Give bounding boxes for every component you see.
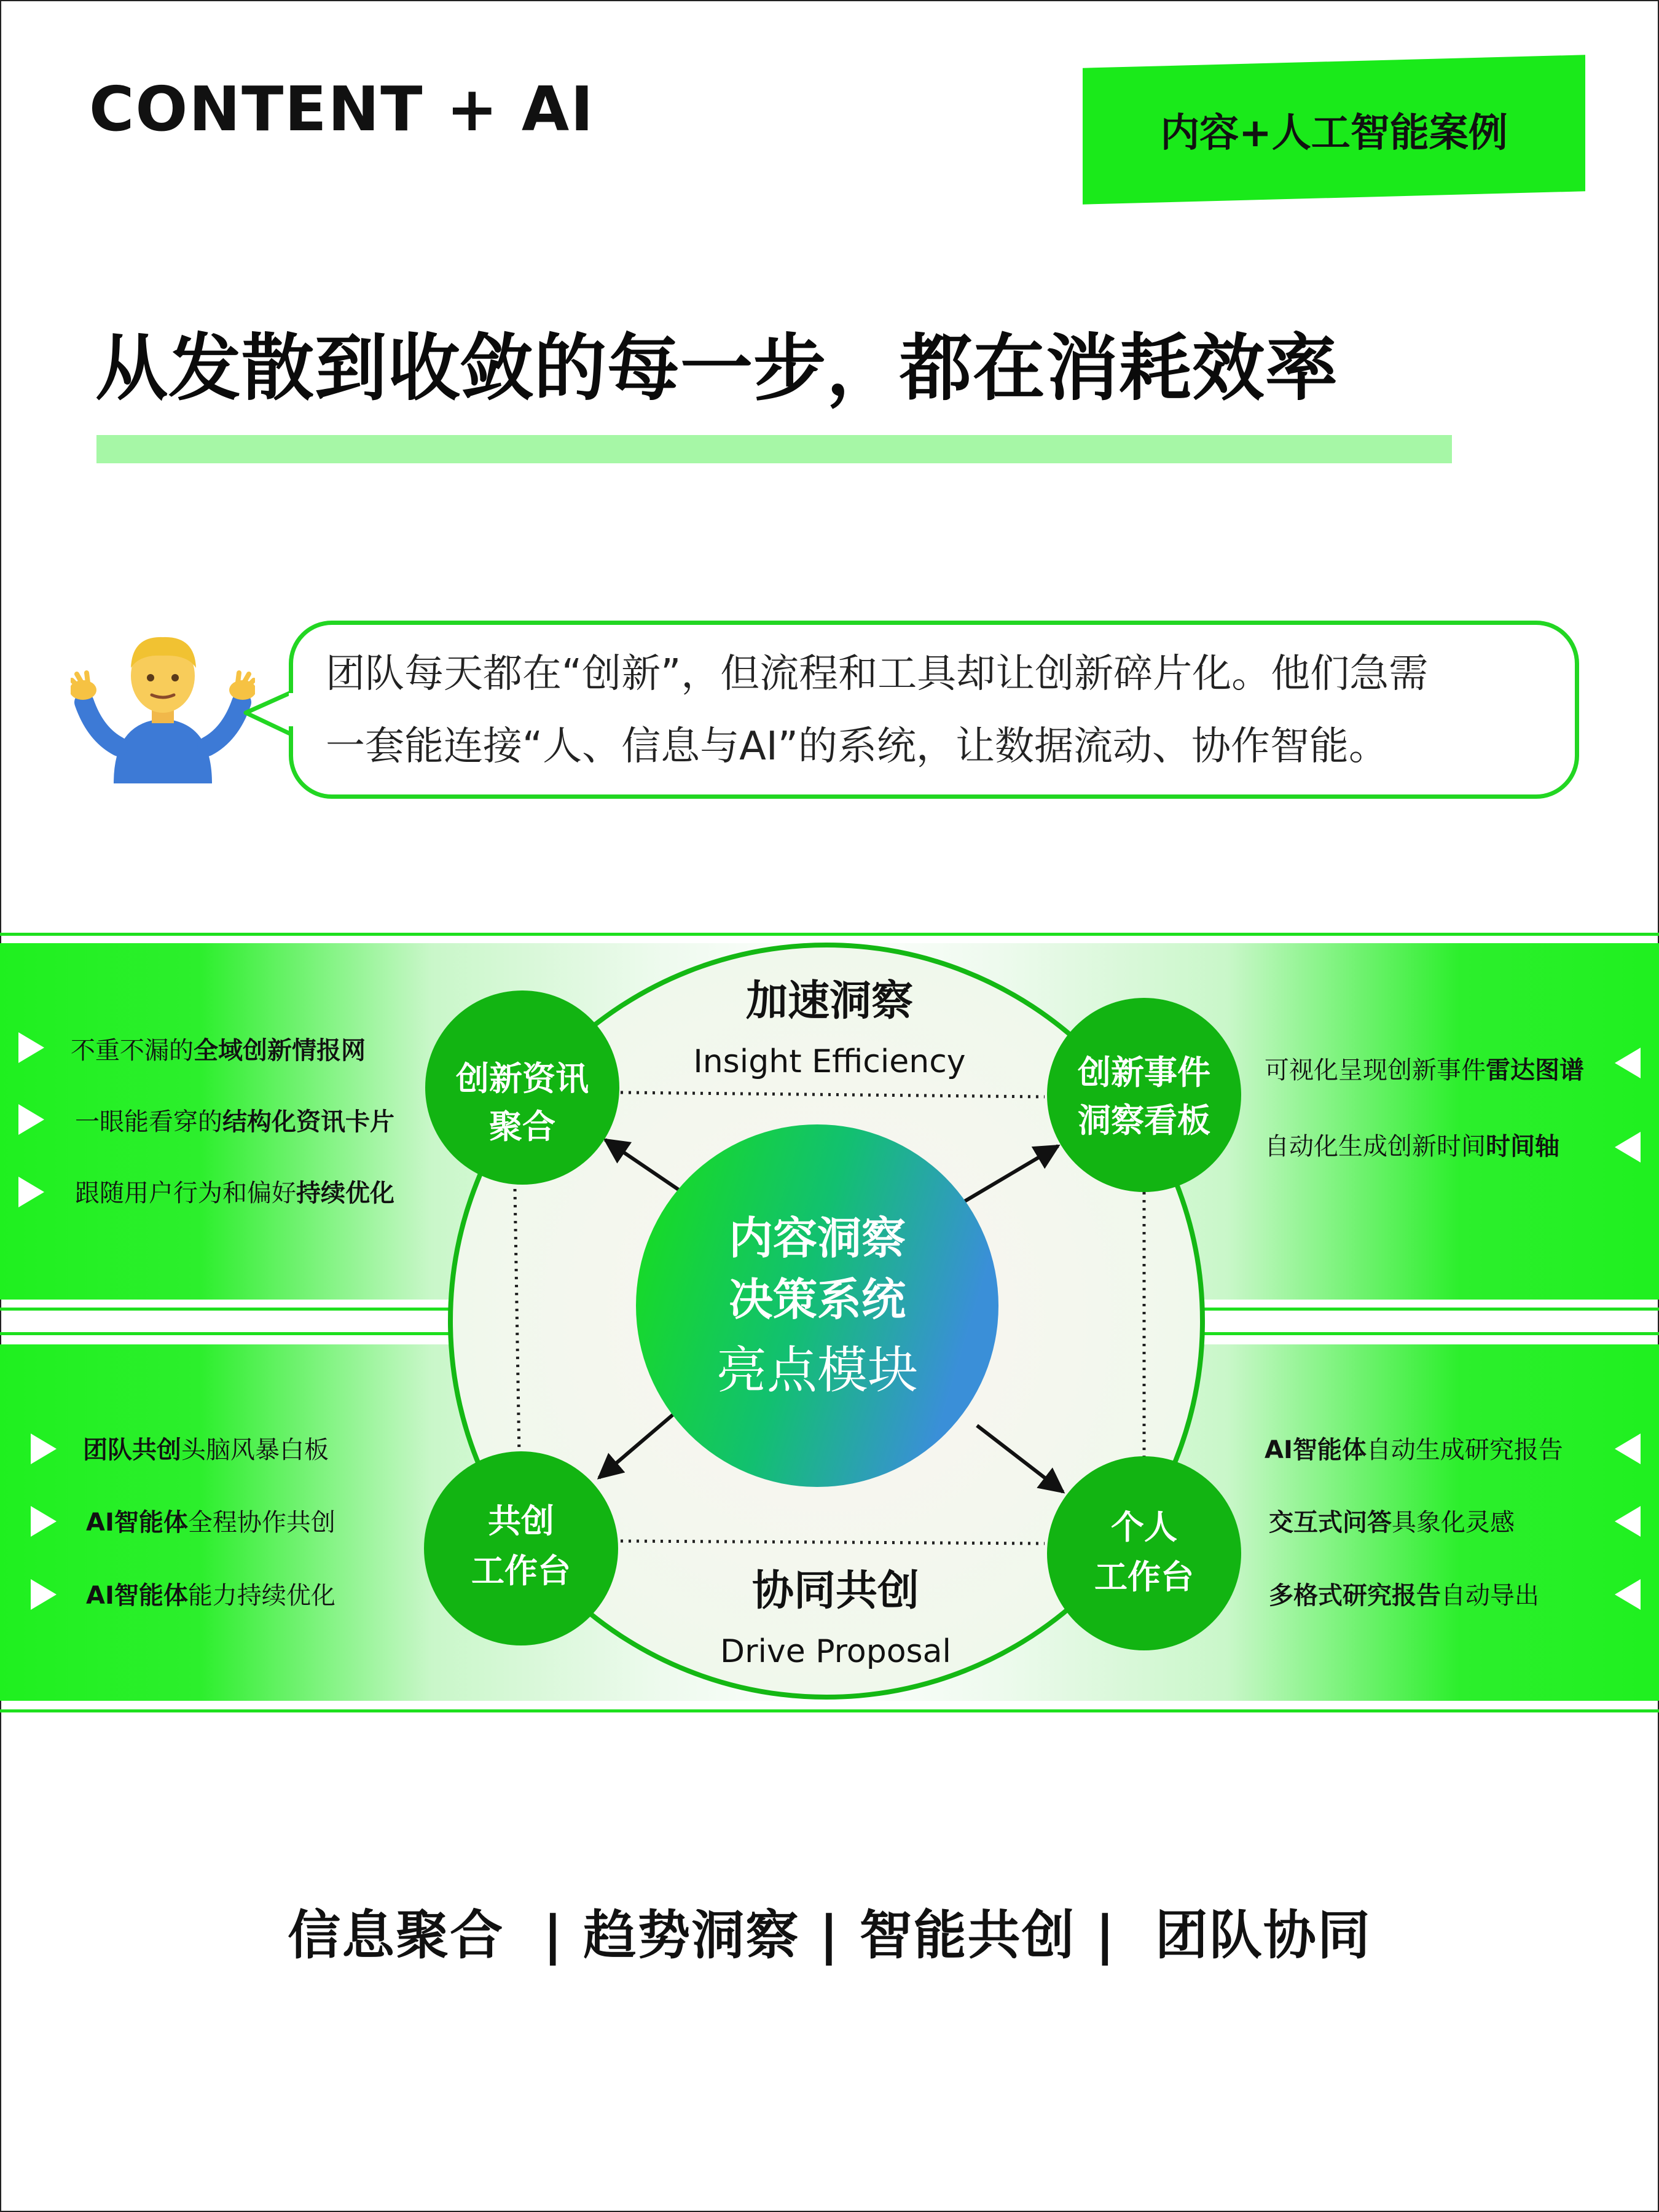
feature-bold: AI智能体 [86,1582,188,1610]
marker-br-3 [1615,1579,1641,1610]
feature-plain: 一眼能看穿的 [75,1108,222,1136]
node-bottom-right-line-2: 工作台 [1094,1558,1194,1596]
headline: 从发散到收敛的每一步，都在消耗效率 [95,326,1339,410]
feature-tl-2 [75,1110,394,1134]
feature-br-3 [1269,1583,1539,1608]
node-top-right-line-2: 洞察看板 [1078,1101,1210,1140]
node-top-left-line-1: 创新资讯 [456,1059,589,1098]
case-badge: 内容+人工智能案例 [1160,111,1508,156]
feature-br-1 [1265,1438,1563,1462]
feature-bl-1 [83,1438,329,1462]
feature-after: 头脑风暴白板 [181,1436,329,1464]
feature-br-2 [1269,1510,1515,1535]
feature-after: 自动导出 [1441,1582,1539,1610]
node-bottom-right [1047,1456,1241,1650]
marker-br-2 [1615,1506,1641,1537]
person-shrugging-icon [71,630,255,790]
feature-after: 全程协作共创 [187,1508,335,1537]
marker-tr-2 [1615,1132,1641,1163]
speech-line-1: 团队每天都在“创新”，但流程和工具却让创新碎片化。他们急需 [326,651,1429,697]
feature-bold: 持续优化 [296,1179,394,1207]
bottom-label-subtitle: Drive Proposal [720,1633,951,1670]
feature-tl-3 [75,1181,394,1206]
center-line-3: 亮点模块 [716,1341,919,1400]
marker-bl-1 [31,1433,57,1464]
feature-bold: 多格式研究报告 [1269,1582,1441,1610]
right-markers [1615,1048,1641,1610]
marker-br-1 [1615,1433,1641,1464]
feature-plain: 不重不漏的 [71,1037,194,1065]
feature-bold: 结构化资讯卡片 [222,1108,394,1136]
feature-tr-1 [1265,1058,1584,1083]
node-bottom-left-line-2: 工作台 [471,1551,571,1590]
node-bottom-left-line-1: 共创 [488,1502,554,1540]
footer-tagline: 信息聚合 | 趋势洞察 | 智能共创 | 团队协同 [288,1905,1371,1966]
top-label-subtitle: Insight Efficiency [693,1043,966,1080]
bubble-tail-cover [289,693,301,726]
left-markers [18,1032,57,1610]
feature-bold: 交互式问答 [1269,1508,1392,1537]
feature-bold: 时间轴 [1486,1132,1559,1161]
speech-line-2: 一套能连接“人、信息与AI”的系统，让数据流动、协作智能。 [326,724,1388,769]
feature-bold: 雷达图谱 [1486,1056,1584,1084]
bubble-tail [241,687,296,742]
feature-after: 具象化灵感 [1392,1508,1515,1537]
headline-highlight [96,435,1452,463]
marker-bl-2 [31,1506,57,1537]
feature-plain: 可视化呈现创新事件 [1265,1056,1486,1084]
feature-plain: 跟随用户行为和偏好 [75,1179,296,1207]
center-line-1: 内容洞察 [728,1212,906,1264]
feature-plain: 自动化生成创新时间 [1265,1132,1486,1161]
node-top-right-line-1: 创新事件 [1078,1053,1210,1092]
center-line-2: 决策系统 [728,1274,906,1325]
feature-tr-2 [1265,1134,1559,1159]
node-top-left-line-2: 聚合 [489,1107,555,1146]
top-label-title: 加速洞察 [745,977,914,1026]
marker-tl-1 [18,1032,44,1063]
node-bottom-right-line-1: 个人 [1111,1508,1177,1547]
feature-bl-2 [86,1510,335,1535]
feature-bold: AI智能体 [86,1508,188,1537]
feature-tl-1 [71,1038,366,1063]
feature-bold: 全域创新情报网 [194,1037,366,1065]
marker-tr-1 [1615,1048,1641,1078]
node-bottom-left [424,1451,618,1645]
speech-text [326,638,1567,783]
brand-title: CONTENT + AI [89,73,595,145]
feature-bold: AI智能体 [1265,1436,1367,1464]
feature-after: 自动生成研究报告 [1366,1436,1563,1464]
feature-bl-3 [86,1583,335,1608]
bottom-label-title: 协同共创 [751,1567,920,1615]
node-top-right [1047,998,1241,1192]
feature-bold: 团队共创 [83,1436,181,1464]
feature-after: 能力持续优化 [187,1582,335,1610]
marker-bl-3 [31,1579,57,1610]
marker-tl-3 [18,1177,44,1207]
marker-tl-2 [18,1104,44,1135]
